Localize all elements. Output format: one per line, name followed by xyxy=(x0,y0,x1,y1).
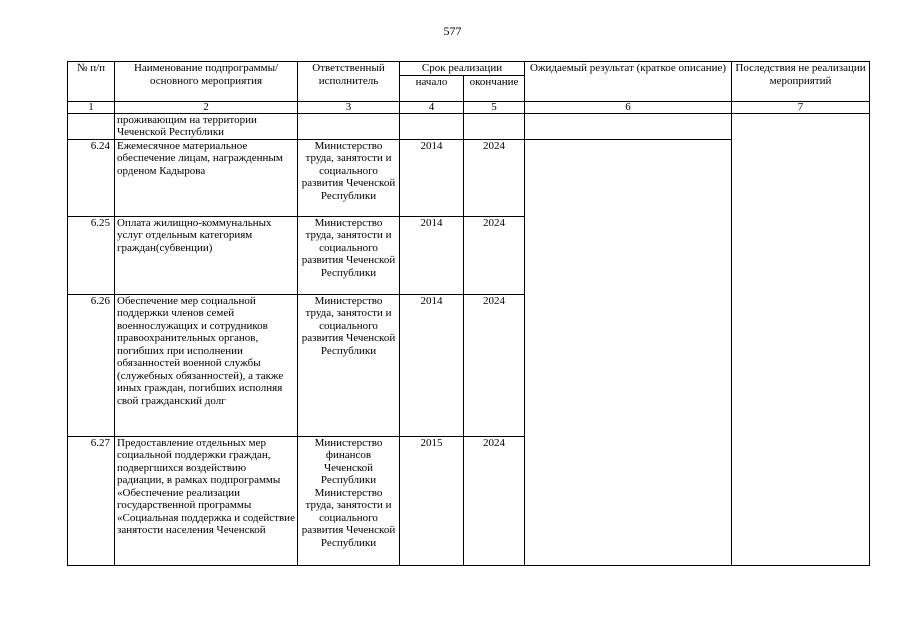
header-num: № п/п xyxy=(68,62,115,102)
page-number: 577 xyxy=(443,24,462,38)
result-cell xyxy=(525,139,732,565)
row-responsible: Министерство труда, занятости и социального развития Чеченской Республики xyxy=(298,216,400,294)
row-num: 6.27 xyxy=(68,436,115,565)
row-start: 2015 xyxy=(400,436,464,565)
continuation-end-cell xyxy=(464,113,525,139)
column-number: 1 xyxy=(68,101,115,113)
column-number: 3 xyxy=(298,101,400,113)
row-end: 2024 xyxy=(464,436,525,565)
column-number: 2 xyxy=(115,101,298,113)
table-row-continuation xyxy=(68,113,870,139)
row-num: 6.26 xyxy=(68,294,115,436)
column-number: 6 xyxy=(525,101,732,113)
header-consequences: Последствия не реализации мероприятий xyxy=(732,62,870,102)
row-end: 2024 xyxy=(464,294,525,436)
header-row-1 xyxy=(68,62,870,76)
row-name: Предоставление отдельных мер социальной поддержки граждан, подвергшихся воздействию радиации, в рамках подпрограммы «Обеспечение реализации государственной программы «Социальная поддержка и содействие занятости населения Чеченской xyxy=(115,436,298,565)
continuation-num-cell xyxy=(68,113,115,139)
column-number: 7 xyxy=(732,101,870,113)
measures-table xyxy=(67,61,870,566)
continuation-name: проживающим на территории Чеченской Республики xyxy=(115,113,298,139)
consequences-cell xyxy=(732,113,870,565)
row-responsible: Министерство финансов Чеченской Республики Министерство труда, занятости и социального развития Чеченской Республики xyxy=(298,436,400,565)
row-responsible: Министерство труда, занятости и социального развития Чеченской Республики xyxy=(298,139,400,216)
row-start: 2014 xyxy=(400,294,464,436)
continuation-responsible-cell xyxy=(298,113,400,139)
row-end: 2024 xyxy=(464,139,525,216)
row-start: 2014 xyxy=(400,216,464,294)
continuation-start-cell xyxy=(400,113,464,139)
row-name: Ежемесячное материальное обеспечение лицам, награжденным орденом Кадырова xyxy=(115,139,298,216)
header-start: начало xyxy=(400,75,464,101)
continuation-result-cell xyxy=(525,113,732,139)
row-responsible: Министерство труда, занятости и социального развития Чеченской Республики xyxy=(298,294,400,436)
row-name: Оплата жилищно-коммунальных услуг отдельным категориям граждан(субвенции) xyxy=(115,216,298,294)
row-start: 2014 xyxy=(400,139,464,216)
row-num: 6.25 xyxy=(68,216,115,294)
row-end: 2024 xyxy=(464,216,525,294)
header-end: окончание xyxy=(464,75,525,101)
column-number-row xyxy=(68,101,870,113)
row-name: Обеспечение мер социальной поддержки членов семей военнослужащих и сотрудников правоохранительных органов, погибших при исполнении обязанностей военной службы (служебных обязанностей), а также иных граждан, погибших исполняя свой гражданский долг xyxy=(115,294,298,436)
row-num: 6.24 xyxy=(68,139,115,216)
header-name: Наименование подпрограммы/ основного мероприятия xyxy=(115,62,298,102)
header-responsible: Ответственный исполнитель xyxy=(298,62,400,102)
header-period: Срок реализации xyxy=(400,62,525,76)
column-number: 5 xyxy=(464,101,525,113)
column-number: 4 xyxy=(400,101,464,113)
header-result: Ожидаемый результат (краткое описание) xyxy=(525,62,732,102)
